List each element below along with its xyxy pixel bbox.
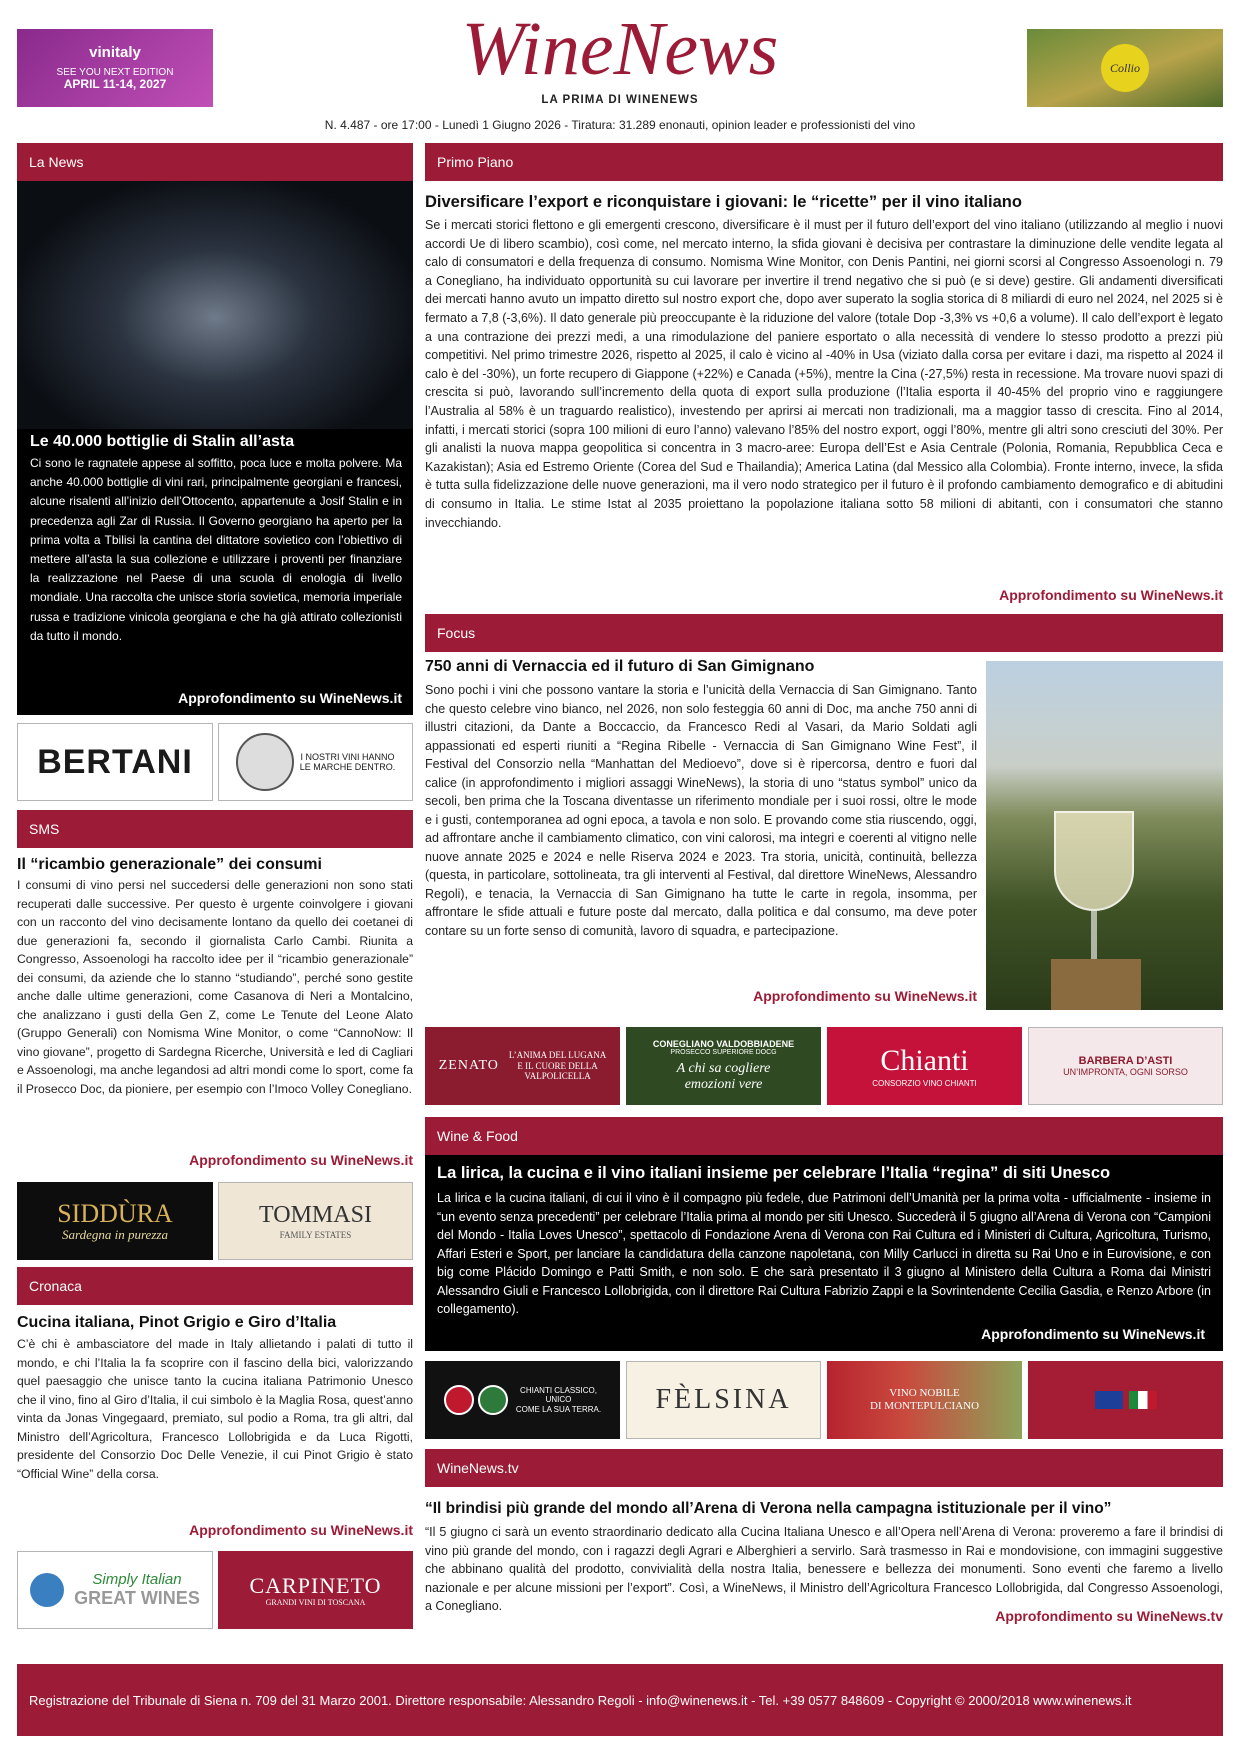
- tv-title[interactable]: “Il brindisi più grande del mondo all’Arena di Verona nella campagna istituzionale per il vino”: [425, 1500, 1112, 1517]
- carpineto-ad[interactable]: [218, 1551, 413, 1629]
- gallo-nero-icon: [444, 1385, 474, 1415]
- section-band-sms: SMS: [17, 810, 413, 848]
- focus-more-link[interactable]: Approfondimento su WineNews.it: [753, 988, 977, 1004]
- tommasi-sub: FAMILY ESTATES: [279, 1229, 352, 1240]
- winenews-logo[interactable]: WineNews: [461, 7, 779, 91]
- cronaca-title[interactable]: Cucina italiana, Pinot Grigio e Giro d’Italia: [17, 1314, 337, 1331]
- bertani-logo: BERTANI: [37, 742, 193, 781]
- wine-management-icon: [30, 1573, 64, 1607]
- section-band-wine-food: Wine & Food: [425, 1117, 1223, 1155]
- collio-badge: [1101, 44, 1149, 92]
- glass-stem: [1091, 911, 1097, 961]
- chianti-ad[interactable]: [827, 1027, 1022, 1105]
- vinitaly-brand: vinitaly: [89, 43, 141, 61]
- vinitaly-line1: SEE YOU NEXT EDITION: [56, 66, 174, 78]
- la-news-more-link[interactable]: Approfondimento su WineNews.it: [178, 690, 402, 706]
- siddura-tag: Sardegna in purezza: [62, 1227, 168, 1243]
- issue-line: N. 4.487 - ore 17:00 - Lunedì 1 Giugno 2026 - Tiratura: 31.289 enonauti, opinion leader e professionisti del vino: [324, 118, 916, 132]
- san-gimignano-image: [986, 661, 1223, 1010]
- focus-title[interactable]: 750 anni di Vernaccia ed il futuro di San Gimignano: [425, 658, 815, 675]
- gallo-nero-icon-2: [478, 1385, 508, 1415]
- section-band-primo-piano: Primo Piano: [425, 143, 1223, 181]
- sms-body: I consumi di vino persi nel succedersi delle generazioni non sono stati recuperati dalle successive. Per questo è urgente coinvolgere i giovani con un racconto del vino decisamente lontano da quello dei coetanei di due generazioni fa, secondo il giornalista Carlo Cambi. Riunita a Congresso, Assoenologi ha raccolto idee per il “ricambio generazionale” dei consumi, da aziende che lo stanno “studiando”, perché sono gestite anche dalle ultime generazioni, come Casanova di Neri a Montalcino, che analizzano i gusti della Gen Z, come Le Tenute del Leone Alato (Gruppo Generali) con Nomisma Wine Monitor, o come “CannoNow: Il vino giovane”, progetto di Sardegna Ricerche, Università e Ied di Cagliari e Assoenologi, ma anche legandosi ad altri mondi come lo sport, come fa il Prosecco Doc, da pioniere, per esempio con l’Imoco Volley Conegliano.: [17, 878, 413, 1096]
- focus-body: Sono pochi i vini che possono vantare la storia e l’unicità della Vernaccia di San Gimignano. Tanto che questo celebre vino bianco, nel 2026, non solo festeggia 60 anni di Doc, ma anche 750 anni di illustri citazioni, da Dante a Boccaccio, da Francesco Redi al Vasari, da Mario Soldati agli appassionati ed esperti riuniti a “Regina Ribelle - Vernaccia di San Gimignano Wine Fest”, il Festival del Consorzio nella “Manhattan del Medioevo”, dove si è ripercorsa, dentro e fuori dal calice (in approfondimento i migliori assaggi WineNews), la storia di uno “status symbol” unico da secoli, ben prima che la Toscana diventasse un riferimento mondiale per i suoi rossi, oltre le mode e i gusti, contemporanea ad ogni epoca, a tavola e non solo. E provando come stia riuscendo, oggi, ad affrontare anche il cambiamento climatico, con vini calorosi, ma integri e coerenti al vitigno nelle nuove annate 2025 e 2024 e nelle Riserva 2024 e 2023. Tra storia, unicità, continuità, bellezza (questa, in particolare, sottolineata, tra gli interventi al Festival, dal direttore WineNews, Alessandro Regoli), e tenacia, la Vernaccia di San Gimignano ha tutte le carte in regola, insomma, per affrontare le sfide attuali e future poste dal mercato, dalla politica e dal consumo, ma deve poter contare su un forte senso di comunità, lavoro di squadra, e partecipazione.: [425, 683, 977, 938]
- sms-more-link[interactable]: Approfondimento su WineNews.it: [189, 1152, 413, 1168]
- la-news-title[interactable]: Le 40.000 bottiglie di Stalin all’asta: [30, 433, 295, 450]
- cronaca-body: C’è chi è ambasciatore del made in Italy allietando i palati di tutto il mondo, e chi l’Italia la fa scoprire con il fascino della bici, valorizzando quel paesaggio che unisce tanto la cucina italiana Patrimonio Unesco che il vino, fino al Giro d’Italia, il cui simbolo è la Maglia Rosa, quest’anno vinta da Jonas Vingegaard, premiato, sul podio a Roma, tra gli altri, dal Ministro dell’Agricoltura, Francesco Lollobrigida e da Luca Rigotti, presidente del Consorzio Doc Delle Venezie, il cui Pinot Grigio è stato “Official Wine” della corsa.: [17, 1337, 413, 1481]
- barbera-tag: UN’IMPRONTA, OGNI SORSO: [1063, 1067, 1188, 1078]
- conegliano-top: CONEGLIANO VALDOBBIADENE: [652, 1038, 795, 1049]
- nobile-ad[interactable]: [827, 1361, 1022, 1439]
- section-band-focus: Focus: [425, 614, 1223, 652]
- zenato-name: ZENATO: [438, 1057, 499, 1073]
- carpineto-name: CARPINETO: [249, 1572, 382, 1598]
- simply-italian-ad[interactable]: [17, 1551, 213, 1629]
- marche-ad[interactable]: [218, 723, 413, 801]
- wine-food-title[interactable]: La lirica, la cucina e il vino italiani insieme per celebrare l’Italia “regina” di siti Unesco: [437, 1164, 1111, 1182]
- cc-line1: CHIANTI CLASSICO,: [520, 1386, 597, 1396]
- tagline: LA PRIMA DI WINENEWS: [541, 94, 699, 106]
- bertani-ad[interactable]: [17, 723, 213, 801]
- barbera-name: BARBERA D’ASTI: [1078, 1054, 1173, 1067]
- primo-piano-title[interactable]: Diversificare l’export e riconquistare i giovani: le “ricette” per il vino italiano: [425, 193, 1022, 211]
- marche-seal: [236, 733, 294, 791]
- marche-line1: I NOSTRI VINI HANNO: [300, 751, 395, 762]
- simply-line1: Simply Italian: [92, 1571, 182, 1589]
- chianti-classico-ad[interactable]: [425, 1361, 620, 1439]
- tommasi-ad[interactable]: [218, 1182, 413, 1260]
- felsina-logo: FÈLSINA: [655, 1384, 792, 1415]
- simply-line2: GREAT WINES: [74, 1588, 200, 1609]
- siddura-ad[interactable]: [17, 1182, 213, 1260]
- nobile-line1: VINO NOBILE: [889, 1387, 960, 1400]
- carpineto-sub: GRANDI VINI DI TOSCANA: [265, 1598, 366, 1608]
- primo-piano-more-link[interactable]: Approfondimento su WineNews.it: [999, 587, 1223, 603]
- chianti-sub: CONSORZIO VINO CHIANTI: [872, 1078, 977, 1088]
- footer-bar: [17, 1664, 1223, 1736]
- nobile-line2: DI MONTEPULCIANO: [869, 1400, 980, 1412]
- conegliano-line2: emozioni vere: [684, 1077, 763, 1093]
- zenato-line3: VALPOLICELLA: [524, 1071, 591, 1082]
- tv-body: “Il 5 giugno ci sarà un evento straordinario dedicato alla Cucina Italiana Unesco e all’Opera nell’Arena di Verona: proveremo a fare il brindisi di vino più grande del mondo, con i ragazzi degli Agrari e Alberghieri a servirlo. Sarà trasmesso in Rai e mondovisione, con immagini suggestive che abbinano qualità del prodotto, convivialità della nostra Italia, benessere e bellezza dei monumenti. Sono eventi che faremo a livello nazionale e per alcune missioni per l’export”. Così, a WineNews, il Ministro dell’Agricoltura Francesco Lollobrigida, dal Congresso Assoenologi, a Conegliano.: [425, 1525, 1223, 1613]
- tv-more-link[interactable]: Approfondimento su WineNews.tv: [995, 1608, 1223, 1624]
- vinitaly-ad[interactable]: [17, 29, 213, 107]
- wine-food-more-link[interactable]: Approfondimento su WineNews.it: [981, 1326, 1205, 1342]
- cc-line2: UNICO: [545, 1395, 572, 1405]
- zenato-line1: L’ANIMA DEL LUGANA: [508, 1050, 607, 1061]
- eu-program-ad[interactable]: [1028, 1361, 1223, 1439]
- section-band-winenews-tv: WineNews.tv: [425, 1449, 1223, 1487]
- italy-flag-icon: [1129, 1391, 1157, 1409]
- wine-glass-icon: [1054, 811, 1134, 911]
- footer-text: Registrazione del Tribunale di Siena n. 709 del 31 Marzo 2001. Direttore responsabile: Alessandro Regoli - info@winenews.it - Tel. +39 0577 848609 - Copyright © 2000/2018 www.winenews.it: [29, 1692, 1132, 1708]
- zenato-line2: E IL CUORE DELLA: [517, 1060, 598, 1071]
- primo-piano-body: Se i mercati storici flettono e gli emergenti crescono, diversificare è il must per il futuro dell’export del vino italiano (utilizzando al meglio i nuovi accordi Ue di libero scambio), così come, nel mercato interno, la sfida giovani è decisiva per contrastare la diminuzione delle vendite legata al calo di consumatori e della frequenza di consumo. Nomisma Wine Monitor, con Denis Pantini, nei giorni scorsi al Congresso Assoenologi n. 79 a Conegliano, ha individuato opportunità su cui lavorare per invertire il trend negativo che si può (e si deve) gestire. Gli andamenti diversificati dei mercati hanno avuto un impatto diretto sul nostro export che, dopo aver superato la soglia storica di 8 miliardi di euro nel 2024, nel 2025 si è fermato a 7,8 (-3,6%). Il dato generale più preoccupante è la riduzione del valore (totale Dop -3,3% vs +0,6 a volume). Il calo dell’export è legato a una contrazione dei prezzi medi, a una rimodulazione del paniere esportato o alla necessità di vendere lo stesso prodotto a prezzi più competitivi. Nel primo trimestre 2026, rispetto al 2025, il calo è vicino al -40% in Usa (viziato dalla corsa per evitare i dazi, ma rispetto al 2024 il calo è del -30%), un forte recupero di Giappone (+22%) e Canada (+5%), mentre la Cina (-27,5%) resta in recessione. Ma trovare nuovi spazi di crescita si può, lavorando sull’incremento della quota di export sulla produzione (l’Italia esporta il 40-45% del proprio vino e raggiungere l’Australia al 58% è un traguardo realistico), investendo per aprirsi ai mercati non tradizionali, ma a maggior tasso di crescita. Fino al 2014, infatti, i mercati storici (sopra 100 milioni di euro l’anno) valevano l’85% del nostro export, oggi l’80%, mentre gli altri sono cresciuti del 30%. Per gli analisti la nuova mappa geopolitica si concentra in 3 macro-aree: Europa dell’Est e Asia Centrale (Polonia, Romania, Repubblica Ceca e Kazakistan); Asia ed Estremo Oriente (Corea del Sud e Thailandia); America Latina (dal Messico alla Colombia). Fronte interno, invece, la sfida è tutta sulla fidelizzazione delle nuove generazioni, ma il vero nodo strategico per il futuro è il profondo cambiamento demografico e di abitudini di consumo in Italia. Le stime Istat al 2035 proiettano la popolazione italiana sotto 58 milioni di abitanti, con i consumatori che stanno invecchiando.: [425, 218, 1223, 530]
- vinitaly-line2: APRIL 11-14, 2027: [63, 77, 167, 92]
- collio-brand: Collio: [1109, 60, 1140, 75]
- cronaca-more-link[interactable]: Approfondimento su WineNews.it: [189, 1522, 413, 1538]
- cellar-image: [17, 181, 413, 429]
- conegliano-line1: A chi sa cogliere: [676, 1061, 771, 1077]
- zenato-ad[interactable]: [425, 1027, 620, 1105]
- wine-food-body: La lirica e la cucina italiani, di cui il vino è il compagno più fedele, due Patrimoni dell’Umanità per la prima volta - ufficialmente - insieme in “un evento senza precedenti” per celebrare l’Italia prima al mondo per siti Unesco. Succederà il 5 giugno all’Arena di Verona con “Campioni del Mondo - Italia Loves Unesco”, spettacolo di Fondazione Arena di Verona con Rai Cultura ed i Ministeri di Cultura, Agricoltura, Turismo, Affari Esteri e Sport, per lanciare la candidatura della canzone napoletana, con Milly Carlucci in diretta su Rai Uno e in Eurovisione, e con big come Plácido Domingo e Patti Smith, e non solo. E che sarà presentato il 3 giugno al Ministero della Cultura a Roma dai Ministri Alessandro Giuli e Francesco Lollobrigida, con il direttore Rai Cultura Fabrizio Zappi e la Sovrintendente Cecilia Gasdia, e Renzo Arbore (in collegamento).: [437, 1191, 1211, 1316]
- eu-flag-icon: [1095, 1391, 1123, 1409]
- tommasi-name: TOMMASI: [259, 1202, 372, 1229]
- cc-line3: COME LA SUA TERRA.: [515, 1404, 602, 1414]
- marche-line2: LE MARCHE DENTRO.: [299, 762, 396, 772]
- chianti-name: Chianti: [880, 1044, 969, 1078]
- section-band-cronaca: Cronaca: [17, 1267, 413, 1305]
- sms-title[interactable]: Il “ricambio generazionale” dei consumi: [17, 856, 322, 873]
- collio-ad[interactable]: [1027, 29, 1223, 107]
- la-news-body: Ci sono le ragnatele appese al soffitto, poca luce e molta polvere. Ma anche 40.000 bottiglie di vini rari, principalmente georgiani e francesi, alcune risalenti all’inizio dell’Ottocento, appartenute a Josif Stalin e in precedenza agli Zar di Russia. Il Governo georgiano ha aperto per la prima volta a Tbilisi la cantina del dittatore sovietico con l’obiettivo di mettere all’asta la sua collezione e utilizzare i proventi per finanziare la realizzazione nel Paese di una scuola di enologia di livello mondiale. Una raccolta che unisce storia sovietica, memoria imperiale russa e tradizione vinicola georgiana e che ha già attirato collezionisti da tutto il mondo.: [30, 456, 402, 643]
- felsina-ad[interactable]: [626, 1361, 821, 1439]
- siddura-name: SIDDÙRA: [57, 1198, 173, 1228]
- conegliano-ad[interactable]: [626, 1027, 821, 1105]
- barbera-ad[interactable]: [1028, 1027, 1223, 1105]
- section-band-la-news: La News: [17, 143, 413, 181]
- wooden-post: [1051, 959, 1141, 1010]
- conegliano-sub: PROSECCO SUPERIORE DOCG: [670, 1049, 777, 1057]
